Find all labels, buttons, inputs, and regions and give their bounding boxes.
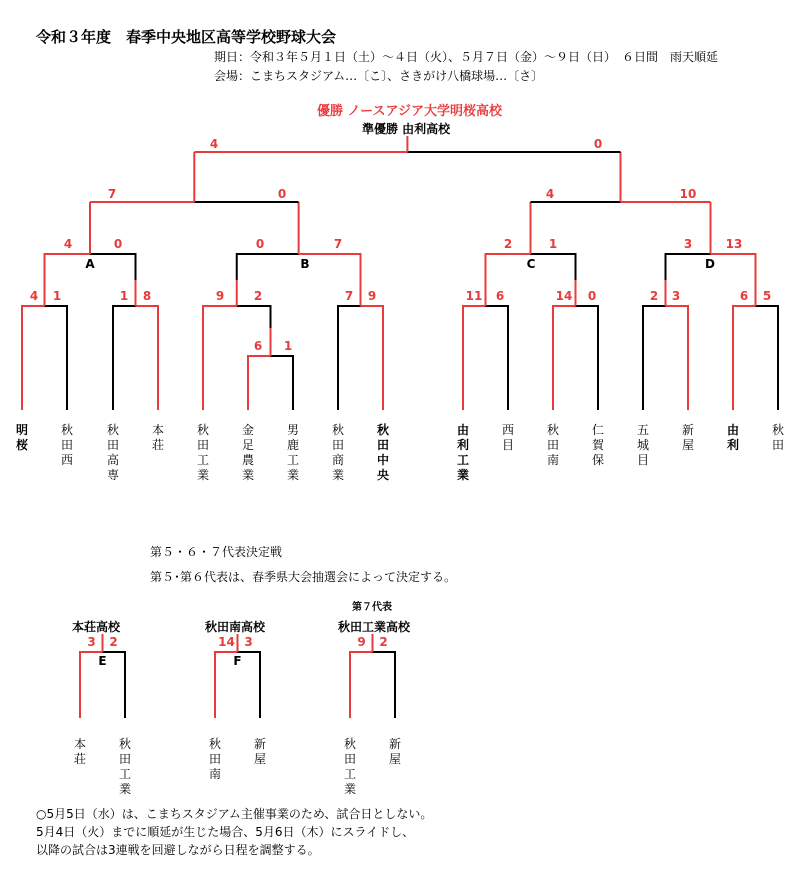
team-name: 仁賀保 (591, 423, 604, 467)
runner-up-label: 準優勝 由利高校 (362, 122, 451, 136)
score-r1-9: 9 (367, 289, 377, 303)
score-r2-0: 4 (63, 237, 73, 251)
team-name: 由利工業 (456, 423, 469, 482)
playoff-winner-e: 本荘高校 (72, 620, 121, 634)
score-r1-7: 1 (283, 339, 293, 353)
line-akitanishi (45, 306, 68, 410)
playoff-team-name: 秋田工業 (343, 737, 356, 796)
playoff-score-left-2: 9 (357, 635, 366, 649)
block-label-d: D (705, 257, 715, 271)
seventh-representative-label: 第７代表 (352, 602, 392, 613)
team-name: 本荘 (151, 423, 164, 452)
team-name: 秋田商業 (331, 423, 344, 482)
line-c-right (531, 254, 576, 280)
block-label-b: B (300, 257, 310, 271)
team-name: 秋田工業 (196, 423, 209, 482)
score-r2-6: 3 (683, 237, 693, 251)
score-r1-14: 2 (649, 289, 659, 303)
tournament-venue: 会場：こまちスタジアム…〔こ〕、さきがけ八橋球場…〔さ〕 (214, 69, 544, 83)
playoff-label-f: F (233, 654, 242, 668)
score-r1-16: 6 (739, 289, 749, 303)
playoff-team-name: 本荘 (73, 737, 86, 766)
line-kanaashi (248, 356, 271, 410)
tournament-period: 期日：令和３年５月１日（土）～４日（火）、５月７日（金）～９日（日） ６日間 雨天順延 (214, 50, 719, 64)
score-r1-8: 7 (344, 289, 354, 303)
playoff-winner-seventh: 秋田工業高校 (338, 620, 411, 634)
line-akitachuo (361, 306, 384, 410)
team-name: 由利 (726, 423, 739, 452)
score-r2-4: 2 (503, 237, 513, 251)
score-r1-6: 6 (253, 339, 263, 353)
line-meio (22, 306, 45, 410)
team-name: 秋田 (771, 423, 784, 452)
footnote-2: 5月4日（火）までに順延が生じた場合、5月6日（木）にスライドし、 (36, 825, 415, 839)
team-name: 金足農業 (241, 423, 254, 482)
playoff-score-left-0: 3 (87, 635, 96, 649)
playoff-line-left-2 (350, 652, 373, 718)
score-r2-3: 7 (333, 237, 343, 251)
team-name: 秋田中央 (376, 423, 389, 482)
team-name: 西目 (501, 423, 514, 452)
line-kosen (113, 306, 136, 410)
score-r1-0: 4 (29, 289, 39, 303)
line-b-left (237, 254, 299, 280)
line-akitashogyo (338, 306, 361, 410)
team-name: 秋田西 (60, 423, 73, 467)
score-r2-7: 13 (725, 237, 743, 251)
score-r1-15: 3 (671, 289, 681, 303)
block-label-a: A (85, 257, 95, 271)
score-r1-3: 8 (142, 289, 152, 303)
playoff-score-right-2: 2 (379, 635, 388, 649)
line-akitakogyo (203, 306, 237, 410)
score-final-0: 4 (209, 137, 219, 151)
page-title: 令和３年度 春季中央地区高等学校野球大会 (36, 28, 337, 46)
score-semi-0: 7 (107, 187, 117, 201)
playoff-heading: 第５・６・７代表決定戦 (150, 545, 283, 559)
playoff-score-left-1: 14 (218, 635, 235, 649)
team-name: 秋田高専 (106, 423, 119, 482)
playoff-winner-f: 秋田南高校 (205, 620, 266, 634)
block-label-c: C (526, 257, 536, 271)
playoff-note: 第５･第６代表は、春季県大会抽選会によって決定する。 (150, 570, 457, 584)
line-yuri (733, 306, 756, 410)
score-r1-5: 2 (253, 289, 263, 303)
score-r2-1: 0 (113, 237, 123, 251)
team-name: 秋田南 (546, 423, 559, 467)
line-oga (271, 356, 294, 410)
playoff-label-e: E (98, 654, 107, 668)
playoff-line-right-2 (373, 652, 396, 718)
team-name: 新屋 (681, 423, 694, 452)
line-yurikogyo (463, 306, 486, 410)
score-r1-17: 5 (762, 289, 772, 303)
footnote-3: 以降の試合は3連戦を回避しながら日程を調整する。 (36, 843, 320, 857)
team-name: 明桜 (15, 423, 28, 452)
score-r1-10: 11 (465, 289, 483, 303)
team-name: 男鹿工業 (286, 423, 299, 482)
line-a-right (90, 254, 136, 280)
score-r1-12: 14 (555, 289, 573, 303)
playoff-team-name: 新屋 (388, 737, 401, 766)
playoff-score-right-0: 2 (109, 635, 118, 649)
score-r1-13: 0 (587, 289, 597, 303)
score-r1-2: 1 (119, 289, 129, 303)
playoff-team-name: 秋田工業 (118, 737, 131, 796)
line-gojome (643, 306, 666, 410)
line-honjo (136, 306, 159, 410)
score-r1-4: 9 (215, 289, 225, 303)
score-r1-1: 1 (52, 289, 62, 303)
score-final-1: 0 (593, 137, 603, 151)
score-r2-5: 1 (548, 237, 558, 251)
footnote-1: ○5月5日（水）は、こまちスタジアム主催事業のため、試合日としない。 (36, 807, 433, 821)
line-araya (666, 306, 689, 410)
champion-label: 優勝 ノースアジア大学明桜高校 (317, 104, 502, 119)
line-d-left (666, 254, 711, 280)
line-d-right (711, 254, 756, 280)
score-r2-2: 0 (255, 237, 265, 251)
line-kanaashi-adv (237, 306, 271, 328)
score-r1-11: 6 (495, 289, 505, 303)
line-c-left (486, 254, 531, 280)
playoff-score-right-1: 3 (244, 635, 253, 649)
line-akita (756, 306, 779, 410)
line-akitaminami (553, 306, 576, 410)
playoff-team-name: 新屋 (253, 737, 266, 766)
score-semi-2: 4 (545, 187, 555, 201)
playoff-team-name: 秋田南 (208, 737, 221, 781)
score-semi-1: 0 (277, 187, 287, 201)
team-name: 五城目 (636, 423, 649, 467)
line-nikaho (576, 306, 599, 410)
score-semi-3: 10 (679, 187, 697, 201)
line-nishime (486, 306, 509, 410)
line-a-left (45, 254, 91, 280)
